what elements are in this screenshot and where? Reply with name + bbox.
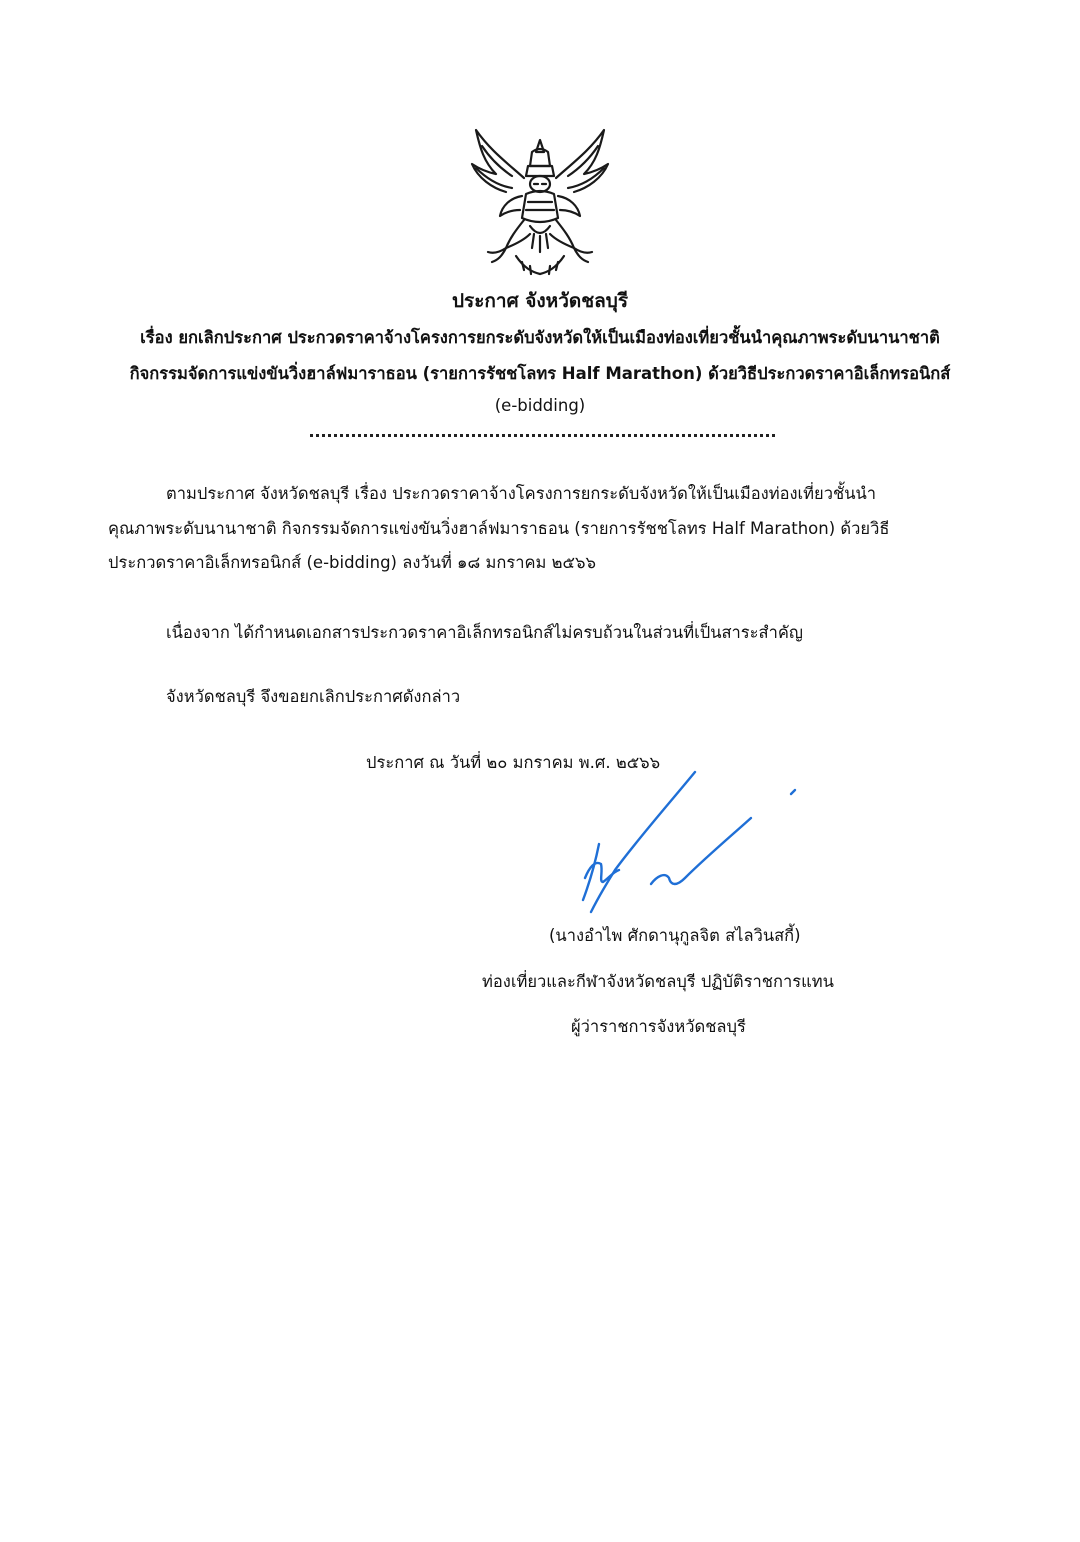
subject-line-2: กิจกรรมจัดการแข่งขันวิ่งฮาล์ฟมาราธอน (รายการรัชชโลทร Half Marathon) ด้วยวิธีประกวดราคาอิเล็กทรอนิกส์: [129, 364, 951, 383]
paragraph-2: เนื่องจาก ได้กำหนดเอกสารประกวดราคาอิเล็กทรอนิกส์ไม่ครบถ้วนในส่วนที่เป็นสาระสำคัญ: [166, 623, 803, 642]
paragraph-1-line-3: ประกวดราคาอิเล็กทรอนิกส์ (e-bidding) ลงวันที่ ๑๘ มกราคม ๒๕๖๖: [108, 553, 596, 572]
paragraph-1-line-2: คุณภาพระดับนานาชาติ กิจกรรมจัดการแข่งขันวิ่งฮาล์ฟมาราธอน (รายการรัชชโลทร Half Marathon) ด้วยวิธี: [108, 519, 890, 538]
garuda-emblem-icon: [466, 122, 614, 278]
dotted-separator: [310, 430, 775, 437]
subject-line-3: (e-bidding): [494, 396, 586, 415]
paragraph-1-line-1: ตามประกาศ จังหวัดชลบุรี เรื่อง ประกวดราคาจ้างโครงการยกระดับจังหวัดให้เป็นเมืองท่องเที่ยวชั้นนำ: [166, 484, 877, 503]
paragraph-3: จังหวัดชลบุรี จึงขอยกเลิกประกาศดังกล่าว: [166, 687, 461, 706]
signer-name: (นางอำไพ ศักดานุกูลจิต สไลวินสกี้): [549, 926, 801, 945]
signer-position-line-2: ผู้ว่าราชการจังหวัดชลบุรี: [571, 1017, 746, 1036]
signer-position-line-1: ท่องเที่ยวและกีฬาจังหวัดชลบุรี ปฏิบัติราชการแทน: [482, 972, 834, 991]
subject-line-1: เรื่อง ยกเลิกประกาศ ประกวดราคาจ้างโครงการยกระดับจังหวัดให้เป็นเมืองท่องเที่ยวชั้นนำคุณภาพระดับนานาชาติ: [140, 328, 940, 347]
announcement-date: ประกาศ ณ วันที่ ๒๐ มกราคม พ.ศ. ๒๕๖๖: [366, 753, 661, 772]
handwritten-signature: [555, 760, 815, 920]
announcement-title: ประกาศ จังหวัดชลบุรี: [451, 290, 629, 312]
